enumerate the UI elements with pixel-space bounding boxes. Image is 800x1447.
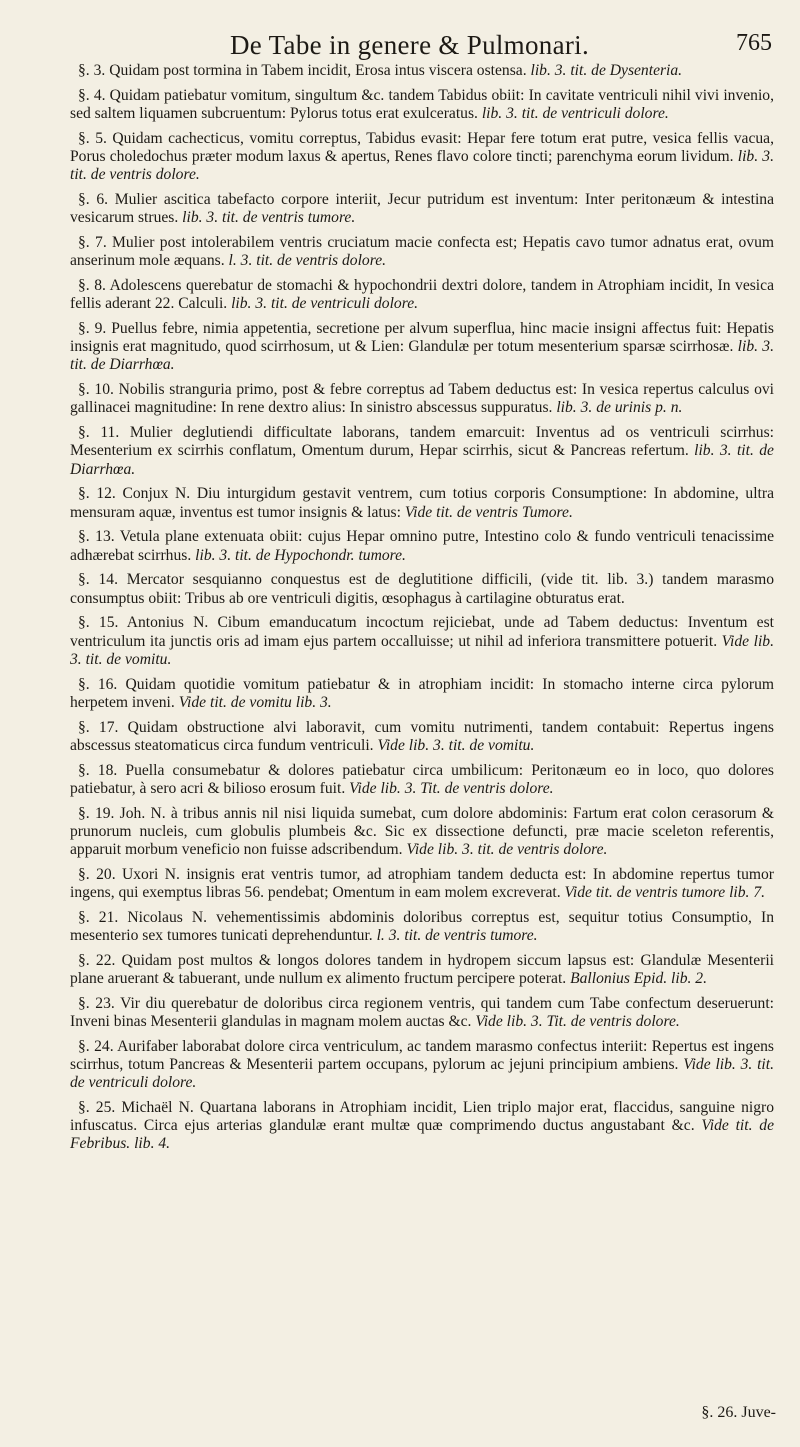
- paragraph-text: §. 4. Quidam patiebatur vomitum, singultum &c. tandem Tabidus obiit: In cavitate ventriculi nihil vivi invenio, sed saltem liquamen subcruentum: Pylorus totus erat exulceratus.: [70, 86, 774, 122]
- paragraph-10: [70, 381, 774, 417]
- paragraph-text: §. 3. Quidam post tormina in Tabem incidit, Erosa intus viscera ostensa.: [78, 62, 531, 79]
- paragraph-17: [70, 719, 774, 755]
- paragraph-20: [70, 866, 774, 902]
- text-body: [70, 62, 774, 1154]
- paragraph-text: §. 21. Nicolaus N. vehementissimis abdominis doloribus correptus est, sequitur totius Consumptio, In mesenterio sex tumores tunicati deprehenduntur.: [70, 908, 774, 945]
- reference: Ballonius Epid. lib. 2.: [570, 970, 707, 988]
- reference: Vide lib. 3. tit. de ventris dolore.: [406, 841, 608, 859]
- paragraph-19: [70, 805, 774, 860]
- paragraph-text: §. 24. Aurifaber laborabat dolore circa ventriculum, ac tandem marasmo confectus interiit: Repertus est ingens scirrhus, totum Pancreas & Mesenterii partem occupans, pylorum ac jejuni principium ambiens.: [70, 1037, 774, 1074]
- paragraph-text: §. 13. Vetula plane extenuata obiit: cujus Hepar omnino putre, Intestino colo & fundo ventriculi tenacissime adhærebat scirrhus.: [70, 528, 774, 564]
- paragraph-7: [70, 234, 774, 270]
- paragraph-text: §. 19. Joh. N. à tribus annis nil nisi liquida sumebat, cum dolore abdominis: Fartum erat colon cerasorum & prunorum nucleis, cum globulis plumbeis &c. Sic ex dissectione defuncti, præ macie sceleton referentis, apparuit morbum veneficio non fuisse adscribendum.: [70, 804, 774, 859]
- paragraph-text: §. 10. Nobilis stranguria primo, post & febre correptus ad Tabem deductus est: In vesica repertus calculus ovi gallinacei magnitudine: In rene dextro alius: In sinistro abscessus suppuratus.: [70, 381, 774, 417]
- paragraph-14: [70, 571, 774, 607]
- paragraph-text: §. 16. Quidam quotidie vomitum patiebatur & in atrophiam incidit: In stomacho interne circa pylorum herpetem inveni.: [70, 675, 774, 711]
- reference: lib. 3. de urinis p. n.: [556, 399, 683, 417]
- reference: lib. 3. tit. de ventris tumore.: [182, 209, 356, 227]
- paragraph-text: §. 22. Quidam post multos & longos dolores tandem in hydropem siccum lapsus est: Glandulæ Mesenterii plane aruerant & tabuerant, unde nullum ex alimento fructum percipere poterat.: [70, 951, 774, 988]
- page-header: [70, 28, 774, 62]
- paragraph-text: §. 6. Mulier ascitica tabefacto corpore interiit, Jecur putridum est inventum: Inter peritonæum & intestina vesicarum strues.: [70, 191, 774, 227]
- paragraph-24: [70, 1038, 774, 1093]
- paragraph-8: [70, 277, 774, 313]
- catchword: §. 26. Juve-: [701, 1404, 776, 1421]
- paragraph-11: [70, 424, 774, 479]
- paragraph-9: [70, 320, 774, 375]
- paragraph-5: [70, 130, 774, 185]
- paragraph-text: §. 11. Mulier deglutiendi difficultate laborans, tandem emarcuit: Inventus ad os ventriculi scirrhus: Mesenterium ex scirrhis conflatum, Omentum durum, Hepar scirrhis, sicut & Pancreas refertum.: [70, 424, 774, 460]
- reference: Vide lib. 3. tit. de ventriculi dolore.: [70, 1056, 774, 1092]
- paragraph-text: §. 23. Vir diu querebatur de doloribus circa regionem ventris, qui tandem cum Tabe confectum deseruerunt: Inveni binas Mesenterii glandulas in magnam molem auctas &c.: [70, 994, 774, 1031]
- paragraph-text: §. 15. Antonius N. Cibum emanducatum incoctum rejiciebat, unde ad Tabem deductus: Inventum est ventriculum ita junctis oris ad imam ejus partem occalluisse; ut nihil ad inferiora transmittere potuerit.: [70, 614, 774, 650]
- paragraph-23: [70, 995, 774, 1031]
- paragraph-text: §. 14. Mercator sesquianno conquestus est de deglutitione difficili, (vide tit. lib. 3.) tandem marasmo consumptus obiit: Tribus ab ore ventriculi digitis, œsophagus à cartilagine obturatus erat.: [70, 571, 774, 607]
- paragraph-text: §. 18. Puella consumebatur & dolores patiebatur circa umbilicum: Peritonæum eo in loco, quo dolores patiebatur, à sero acri & bilioso erosum fuit.: [70, 761, 774, 797]
- paragraph-text: §. 5. Quidam cachecticus, vomitu correptus, Tabidus evasit: Hepar fere totum erat putre, vesica fellis vacua, Porus choledochus præter modum laxus & apertus, Renes flavo colore tincti; parenchyma eorum lividum.: [70, 129, 774, 165]
- reference: Vide lib. 3. Tit. de ventris dolore.: [475, 1013, 680, 1031]
- reference: l. 3. tit. de ventris tumore.: [376, 927, 538, 945]
- paragraph-16: [70, 676, 774, 712]
- reference: Vide tit. de vomitu lib. 3.: [178, 693, 332, 711]
- page-number: 765: [736, 30, 772, 56]
- paragraph-12: [70, 485, 774, 521]
- reference: l. 3. tit. de ventris dolore.: [228, 252, 387, 270]
- paragraph-text: §. 7. Mulier post intolerabilem ventris cruciatum macie confecta est; Hepatis cavo tumor adnatus erat, ovum anserinum mole æquans.: [70, 234, 774, 270]
- reference: Vide lib. 3. tit. de vomitu.: [70, 632, 774, 668]
- paragraph-13: [70, 528, 774, 564]
- paragraph-6: [70, 191, 774, 227]
- reference: Vide lib. 3. tit. de vomitu.: [377, 736, 535, 754]
- reference: lib. 3. tit. de Diarrhœa.: [70, 338, 774, 374]
- reference: Vide lib. 3. Tit. de ventris dolore.: [349, 779, 554, 797]
- paragraph-21: [70, 909, 774, 945]
- reference: Vide tit. de ventris Tumore.: [404, 503, 573, 521]
- paragraph-4: [70, 87, 774, 123]
- paragraph-text: §. 12. Conjux N. Diu inturgidum gestavit ventrem, cum totius corporis Consumptione: In abdomine, ultra mensuram aquæ, inventus est tumor insignis & latus:: [70, 485, 774, 521]
- reference: Vide tit. de Febribus. lib. 4.: [70, 1117, 774, 1153]
- reference: lib. 3. tit. de Dysenteria.: [530, 62, 683, 79]
- reference: lib. 3. tit. de ventris dolore.: [70, 148, 774, 184]
- reference: lib. 3. tit. de ventriculi dolore.: [481, 105, 669, 122]
- paragraph-25: [70, 1099, 774, 1154]
- paragraph-text: §. 8. Adolescens querebatur de stomachi & hypochondrii dextri dolore, tandem in Atrophiam incidit, In vesica fellis aderant 22. Calculi.: [70, 277, 774, 313]
- paragraph-3: [70, 62, 774, 80]
- running-title: De Tabe in genere & Pulmonari.: [230, 30, 590, 60]
- reference: lib. 3. tit. de Hypochondr. tumore.: [195, 546, 406, 564]
- paragraph-18: [70, 762, 774, 798]
- reference: lib. 3. tit. de ventriculi dolore.: [231, 295, 419, 313]
- paragraph-text: §. 25. Michaël N. Quartana laborans in Atrophiam incidit, Lien triplo major erat, flaccidus, sanguine nigro infuscatus. Circa ejus arterias glandulæ erant multæ quæ comprimendo ductus angustabant &c.: [70, 1099, 774, 1135]
- paragraph-text: §. 9. Puellus febre, nimia appetentia, secretione per alvum superflua, hinc macie insigni affectus fuit: Hepatis insignis erat magnitudo, quod scirrhosum, ut & Lien: Glandulæ per totum mesenterium sparsæ scirrhosæ.: [70, 320, 774, 356]
- paragraph-text: §. 17. Quidam obstructione alvi laboravit, cum vomitu nutrimenti, tandem contabuit: Repertus ingens abscessus steatomaticus circa fundum ventriculi.: [70, 718, 774, 754]
- paragraph-22: [70, 952, 774, 988]
- reference: lib. 3. tit. de Diarrhœa.: [70, 442, 774, 478]
- paragraph-text: §. 20. Uxori N. insignis erat ventris tumor, ad atrophiam tandem deducta est: In abdomine repertus tumor ingens, qui exemptus libras 56. pendebat; Omentum in eam molem excreverat.: [70, 865, 774, 902]
- reference: Vide tit. de ventris tumore lib. 7.: [564, 884, 766, 902]
- paragraph-15: [70, 614, 774, 669]
